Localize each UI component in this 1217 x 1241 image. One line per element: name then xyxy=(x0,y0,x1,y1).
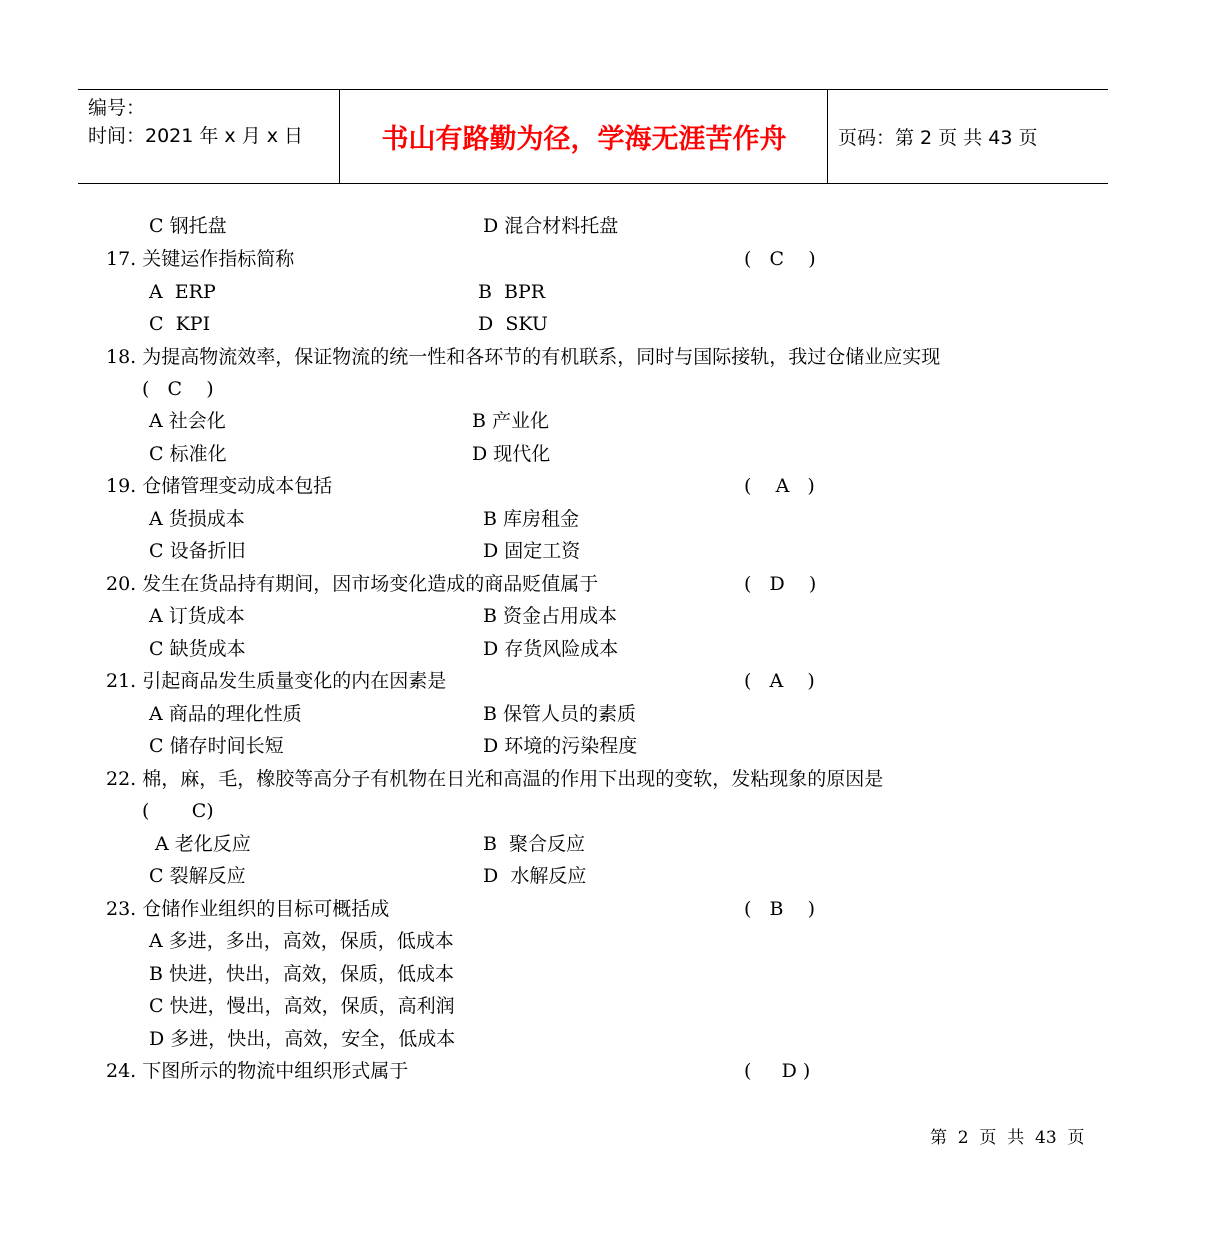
question-20: 20. 发生在货品持有期间，因市场变化造成的商品贬值属于 xyxy=(106,573,599,595)
header-motto: 书山有路勤为径，学海无涯苦作舟 xyxy=(381,124,787,155)
option-c: C 设备折旧 xyxy=(149,540,246,562)
number-label: 编号： xyxy=(88,97,146,119)
option-a: A 多进，多出，高效，保质，低成本 xyxy=(149,930,454,952)
header-left xyxy=(88,94,303,150)
option-c: C 储存时间长短 xyxy=(149,735,284,757)
option-b: B 库房租金 xyxy=(483,508,580,530)
option-c: C KPI xyxy=(149,313,211,335)
option-d: D 存货风险成本 xyxy=(483,638,619,660)
page-footer: 第 2 页 共 43 页 xyxy=(930,1128,1085,1148)
option-d: D 多进，快出，高效，安全，低成本 xyxy=(149,1028,456,1050)
question-23: 23. 仓储作业组织的目标可概括成 xyxy=(106,898,390,920)
option-a: A 老化反应 xyxy=(149,833,251,855)
question-17: 17. 关键运作指标简称 xyxy=(106,248,295,270)
option-d: D 固定工资 xyxy=(483,540,581,562)
question-24: 24. 下图所示的物流中组织形式属于 xyxy=(106,1060,409,1082)
option-d: D 混合材料托盘 xyxy=(483,215,619,237)
answer-17: ( C ) xyxy=(744,248,816,270)
option-b: B BPR xyxy=(478,281,546,303)
answer-20: ( D ) xyxy=(744,573,817,595)
option-a: A ERP xyxy=(149,281,216,303)
answer-23: ( B ) xyxy=(744,898,816,920)
option-a: A 订货成本 xyxy=(149,605,245,627)
option-a: A 社会化 xyxy=(149,410,226,432)
option-c: C 缺货成本 xyxy=(149,638,246,660)
question-22: 22. 棉，麻，毛，橡胶等高分子有机物在日光和高温的作用下出现的变软，发粘现象的原因是 xyxy=(106,768,884,790)
question-21: 21. 引起商品发生质量变化的内在因素是 xyxy=(106,670,447,692)
time-label: 时间：2021 年 x 月 x 日 xyxy=(88,125,304,147)
document-header xyxy=(78,89,1108,184)
question-18: 18. 为提高物流效率，保证物流的统一性和各环节的有机联系，同时与国际接轨，我过仓储业应实现 xyxy=(106,346,941,368)
option-d: D 环境的污染程度 xyxy=(483,735,638,757)
answer-22: ( C) xyxy=(142,800,214,822)
question-19: 19. 仓储管理变动成本包括 xyxy=(106,475,333,497)
option-d: D 现代化 xyxy=(472,443,551,465)
header-divider xyxy=(827,90,828,183)
option-c: C 裂解反应 xyxy=(149,865,246,887)
answer-24: ( D ) xyxy=(744,1060,811,1082)
answer-19: ( A ) xyxy=(744,475,815,497)
option-d: D 水解反应 xyxy=(483,865,587,887)
option-b: B 产业化 xyxy=(472,410,550,432)
option-a: A 商品的理化性质 xyxy=(149,703,302,725)
option-c: C 快进，慢出，高效，保质，高利润 xyxy=(149,995,455,1017)
option-c: C 钢托盘 xyxy=(149,215,227,237)
header-page-number: 页码：第 2 页 共 43 页 xyxy=(838,127,1038,149)
answer-18: ( C ) xyxy=(142,378,214,400)
option-a: A 货损成本 xyxy=(149,508,245,530)
option-b: B 资金占用成本 xyxy=(483,605,618,627)
option-b: B 聚合反应 xyxy=(483,833,586,855)
option-b: B 保管人员的素质 xyxy=(483,703,637,725)
option-c: C 标准化 xyxy=(149,443,227,465)
answer-21: ( A ) xyxy=(744,670,815,692)
option-b: B 快进，快出，高效，保质，低成本 xyxy=(149,963,455,985)
option-d: D SKU xyxy=(478,313,548,335)
